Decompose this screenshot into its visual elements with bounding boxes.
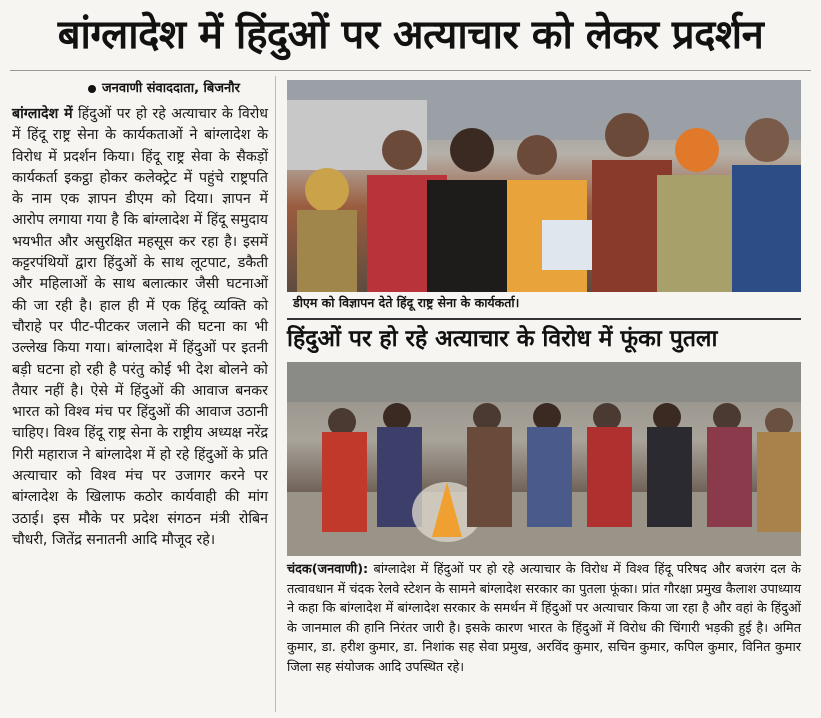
left-article-lead: बांग्लादेश में [12,106,73,122]
photo-memorandum-caption: डीएम को विज्ञापन देते हिंदू राष्ट्र सेना के कार्यकर्ता। [293,295,520,310]
photo-memorandum-illustration [287,80,801,292]
left-article-body [12,104,268,551]
right-article-lead: चंदक(जनवाणी): [287,562,369,577]
column-divider [275,76,276,712]
headline: बांग्लादेश में हिंदुओं पर अत्याचार को लेकर प्रदर्शन [57,12,764,58]
bullet-icon [88,85,96,93]
photo-effigy-burning [287,362,801,556]
divider [10,70,811,71]
right-article [287,560,801,677]
right-article-text: बांग्लादेश में हिंदुओं पर हो रहे अत्याचार के विरोध में विश्व हिंदू परिषद और बजरंग दल के तत्वावधान में चंदक रेलवे स्टेशन के सामने बांग्लादेश सरकार का पुतला फूंका। प्रांत गौरक्षा प्रमुख कैलाश उपाध्याय ने कहा कि बांग्लादेश में बांग्लादेश सरकार के समर्थन में हिंदुओं पर अत्याचार किया जा रहा है और वहां के हिंदुओं के जानमाल की हानि निरंतर जारी है। इसके कारण भारत के हिंदुओं में विरोध की चिंगारी भड़की हुई है। अमित कुमार, डा. हरीश कुमार, डा. निशांक सह सेवा प्रमुख, अरविंद कुमार, सचिन कुमार, कपिल कुमार, विनित कुमार जिला सह संयोजक आदि उपस्थित रहे। [287,562,801,675]
subheadline: हिंदुओं पर हो रहे अत्याचार के विरोध में फूंका पुतला [287,318,801,358]
byline [88,78,240,96]
left-article-text: हिंदुओं पर हो रहे अत्याचार के विरोध में हिंदू राष्ट्र सेना के कार्यकताओं ने बांग्लादेश के विरोध में प्रदर्शन किया। हिंदू राष्ट्र सेवा के सैकड़ों कार्यकर्ता इकट्ठा होकर कलेक्ट्रेट में पहुंचे राष्ट्रपति के नाम एक ज्ञापन डीएम को दिया। ज्ञापन में आरोप लगाया गया है कि बांग्लादेश में हिंदू समुदाय भयभीत और असुरक्षित महसूस कर रहा है। इसमें कट्टरपंथियों द्वारा हिंदुओं के साथ लूटपाट, डकैती और महिलाओं के साथ बलात्कार जैसी घटनाओं की जा रही है। हाल ही में एक हिंदू व्यक्ति को चौराहे पर पीट-पीटकर जलाने की घटना का भी उल्लेख किया गया। बांग्लादेश में हिंदुओं पर इतनी बड़ी घटना हो रही है परंतु कोई भी देश बोलने को तैयार नहीं है। ऐसे में हिंदुओं की आवाज बनकर भारत को विश्व मंच पर हिंदुओं की आवाज उठानी चाहिए। विश्व हिंदू राष्ट्र सेना के राष्ट्रीय अध्यक्ष नरेंद्र गिरी महाराज ने बांग्लादेश में हो रहे हिंदुओं के प्रति अत्याचार को विश्व मंच पर उजागर करने पर बांग्लादेश के खिलाफ कठोर कार्यवाही की मांग उठाई। इस मौके पर प्रदेश संगठन मंत्री रोबिन चौधरी, जितेंद्र सनातनी आदि मौजूद रहे। [12,106,268,548]
photo-memorandum [287,80,801,292]
byline-text: जनवाणी संवाददाता, बिजनौर [102,81,240,96]
left-article [12,104,268,551]
photo-effigy-illustration [287,362,801,556]
